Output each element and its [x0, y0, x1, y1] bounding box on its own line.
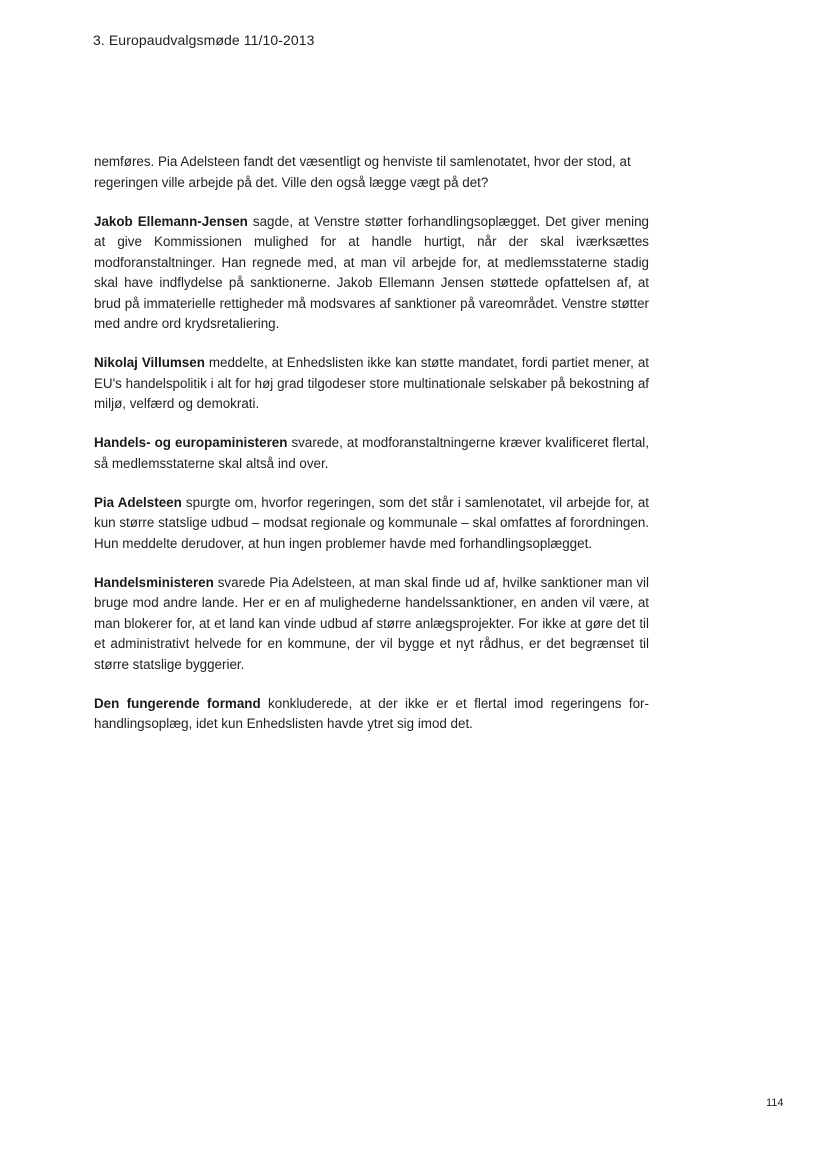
speaker-name: Handels- og europaministeren [94, 435, 288, 450]
speaker-name: Den fungerende formand [94, 695, 261, 711]
paragraph-text: svarede, at modforanstaltningerne kræver kvalificeret flertal, så medlemsstaterne skal altså ind over. [94, 435, 649, 471]
paragraph-text: konkluderede, at der ikke er et flertal imod regeringens forhandlingsoplæg, idet kun Enhedslisten havde ytret sig imod det. [94, 695, 649, 731]
paragraph-continuation [94, 152, 649, 193]
paragraph-adelsteen [94, 493, 649, 555]
paragraph-text: meddelte, at Enhedslisten ikke kan støtte mandatet, fordi partiet mener, at EU's handelspolitik i alt for høj grad tilgodeser store multinationale selskaber på bekostning af miljø, velfærd og demokrati. [94, 355, 649, 411]
speaker-name: Handelsministeren [94, 574, 214, 590]
page-header: 3. Europaudvalgsmøde 11/10-2013 [93, 32, 315, 48]
paragraph-handelsministeren [94, 573, 649, 676]
paragraph-handels-og-europaminister [94, 433, 649, 474]
speaker-name: Pia Adelsteen [94, 494, 182, 510]
paragraph-text: spurgte om, hvorfor regeringen, som det står i samlenotatet, vil arbejde for, at kun større statslige udbud – modsat regionale og kommunale – skal omfattes af forordningen. Hun meddelte derudover, at hun ingen problemer havde med forhandlingsoplægget. [94, 494, 649, 551]
paragraph-ellemann-jensen [94, 212, 649, 335]
paragraph-villumsen [94, 353, 649, 415]
speaker-name: Jakob Ellemann-Jensen [94, 213, 248, 229]
paragraph-text: svarede Pia Adelsteen, at man skal finde ud af, hvilke sanktioner man vil bruge mod andre lande. Her er en af mulighederne handelssanktioner, en anden vil være, at man blokerer for, at et land kan vinde udbud af større anlægsprojekter. For ikke at gøre det til et administrativt helvede for en kommune, der vil bygge et nyt rådhus, er det begrænset til større statslige byggerier. [94, 574, 649, 672]
paragraph-text: nemføres. Pia Adelsteen fandt det væsentligt og henviste til samlenotatet, hvor der stod, at regeringen ville arbejde på det. Ville den også lægge vægt på det? [94, 154, 631, 190]
speaker-name: Nikolaj Villumsen [94, 355, 205, 370]
document-body [94, 152, 649, 753]
paragraph-text: sagde, at Venstre støtter forhandlingsoplægget. Det giver mening at give Kommissionen mulighed for at handle hurtigt, når der skal iværksættes modforanstaltninger. Han regnede med, at man vil arbejde for, at medlemsstaterne stadig skal have indflydelse på sanktionerne. Jakob Ellemann Jensen støttede opfattelsen af, at brud på immaterielle rettigheder må modsvares af sanktioner på vareområdet. Venstre støtter med andre ord krydsretaliering. [94, 213, 650, 331]
paragraph-fungerende-formand [94, 694, 649, 735]
page-number: 114 [766, 1097, 784, 1109]
